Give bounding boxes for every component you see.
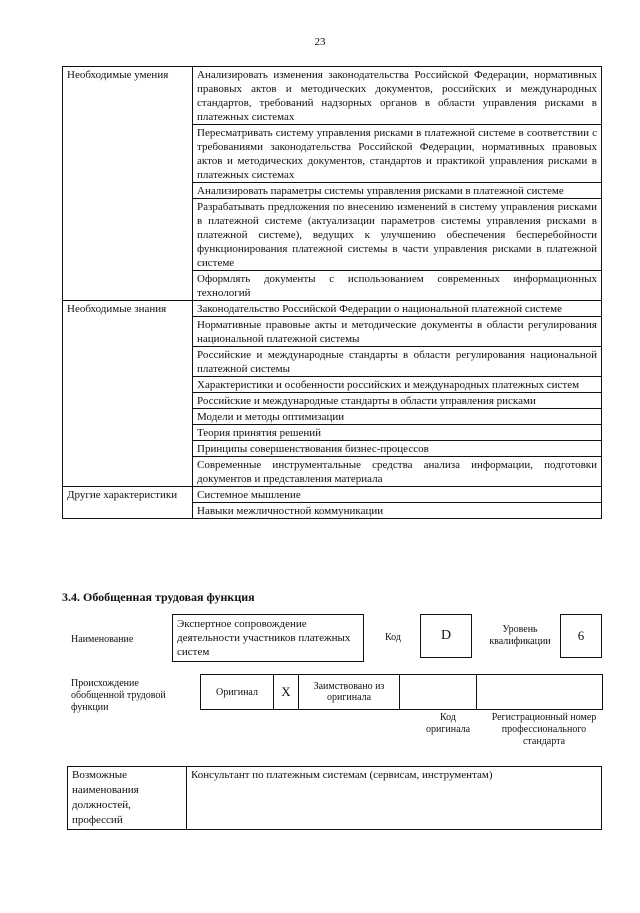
code-value-box: D [420,614,472,658]
origin-table [200,674,603,710]
skill-item: Анализировать изменения законодательства Российской Федерации, нормативных правовых актов и методических документов, российских и международных стандартов, требований надзорных органов в области управления рисками в платежных системах [193,67,602,125]
original-mark: X [274,675,299,710]
level-label: Уровень квалификации [489,624,551,647]
skill-item: Оформлять документы с использованием современных информационных технологий [193,271,602,301]
table-row [63,487,602,503]
reg-number-caption: Регистрационный номер профессионального стандарта [491,712,597,747]
knowledge-item: Принципы совершенствования бизнес-процессов [193,441,602,457]
name-label: Наименование [71,634,134,645]
skill-item: Разрабатывать предложения по внесению изменений в систему управления рисками в платежной системе (актуализации параметров системы управления рисками в платежной системе), ведущих к улучшению обеспечения бесперебойности функционирования платежной системы в части управления рисками в платежной системе [193,199,602,271]
table-row [63,301,602,317]
knowledge-item: Модели и методы оптимизации [193,409,602,425]
page-number: 23 [314,36,326,48]
knowledge-item: Российские и международные стандарты в области регулирования национальной платежной системы [193,347,602,377]
knowledge-label: Необходимые знания [63,301,193,487]
function-name-box: Экспертное сопровождение деятельности участников платежных систем [172,614,364,662]
positions-value: Консультант по платежным системам (сервисам, инструментам) [187,767,602,830]
section-title: 3.4. Обобщенная трудовая функция [62,590,255,604]
skills-label: Необходимые умения [63,67,193,301]
original-label: Оригинал [201,675,274,710]
origin-code-cell [400,675,477,710]
borrowed-label: Заимствовано из оригинала [299,675,400,710]
positions-table [67,766,602,830]
table-row [68,767,602,830]
knowledge-item: Характеристики и особенности российских и международных платежных систем [193,377,602,393]
code-label: Код [385,632,401,643]
knowledge-item: Нормативные правовые акты и методические документы в области регулирования национальной платежной системы [193,317,602,347]
positions-label: Возможные наименования должностей, профессий [68,767,187,830]
reg-number-cell [477,675,603,710]
requirements-table [62,66,602,519]
other-label: Другие характеристики [63,487,193,519]
level-value-box: 6 [560,614,602,658]
other-item: Системное мышление [193,487,602,503]
origin-code-caption: Код оригинала [425,712,471,735]
knowledge-item: Законодательство Российской Федерации о национальной платежной системе [193,301,602,317]
origin-label: Происхождение обобщенной трудовой функции [71,678,166,713]
skill-item: Пересматривать систему управления рисками в платежной системе в соответствии с требованиями законодательства Российской Федерации, нормативных правовых актов и методических документов, стандартов и практикой управления рисками в платежных системах [193,125,602,183]
knowledge-item: Современные инструментальные средства анализа информации, подготовки документов и представления материала [193,457,602,487]
knowledge-item: Теория принятия решений [193,425,602,441]
table-row [201,675,603,710]
table-row [63,67,602,125]
other-item: Навыки межличностной коммуникации [193,503,602,519]
skill-item: Анализировать параметры системы управления рисками в платежной системе [193,183,602,199]
knowledge-item: Российские и международные стандарты в области управления рисками [193,393,602,409]
